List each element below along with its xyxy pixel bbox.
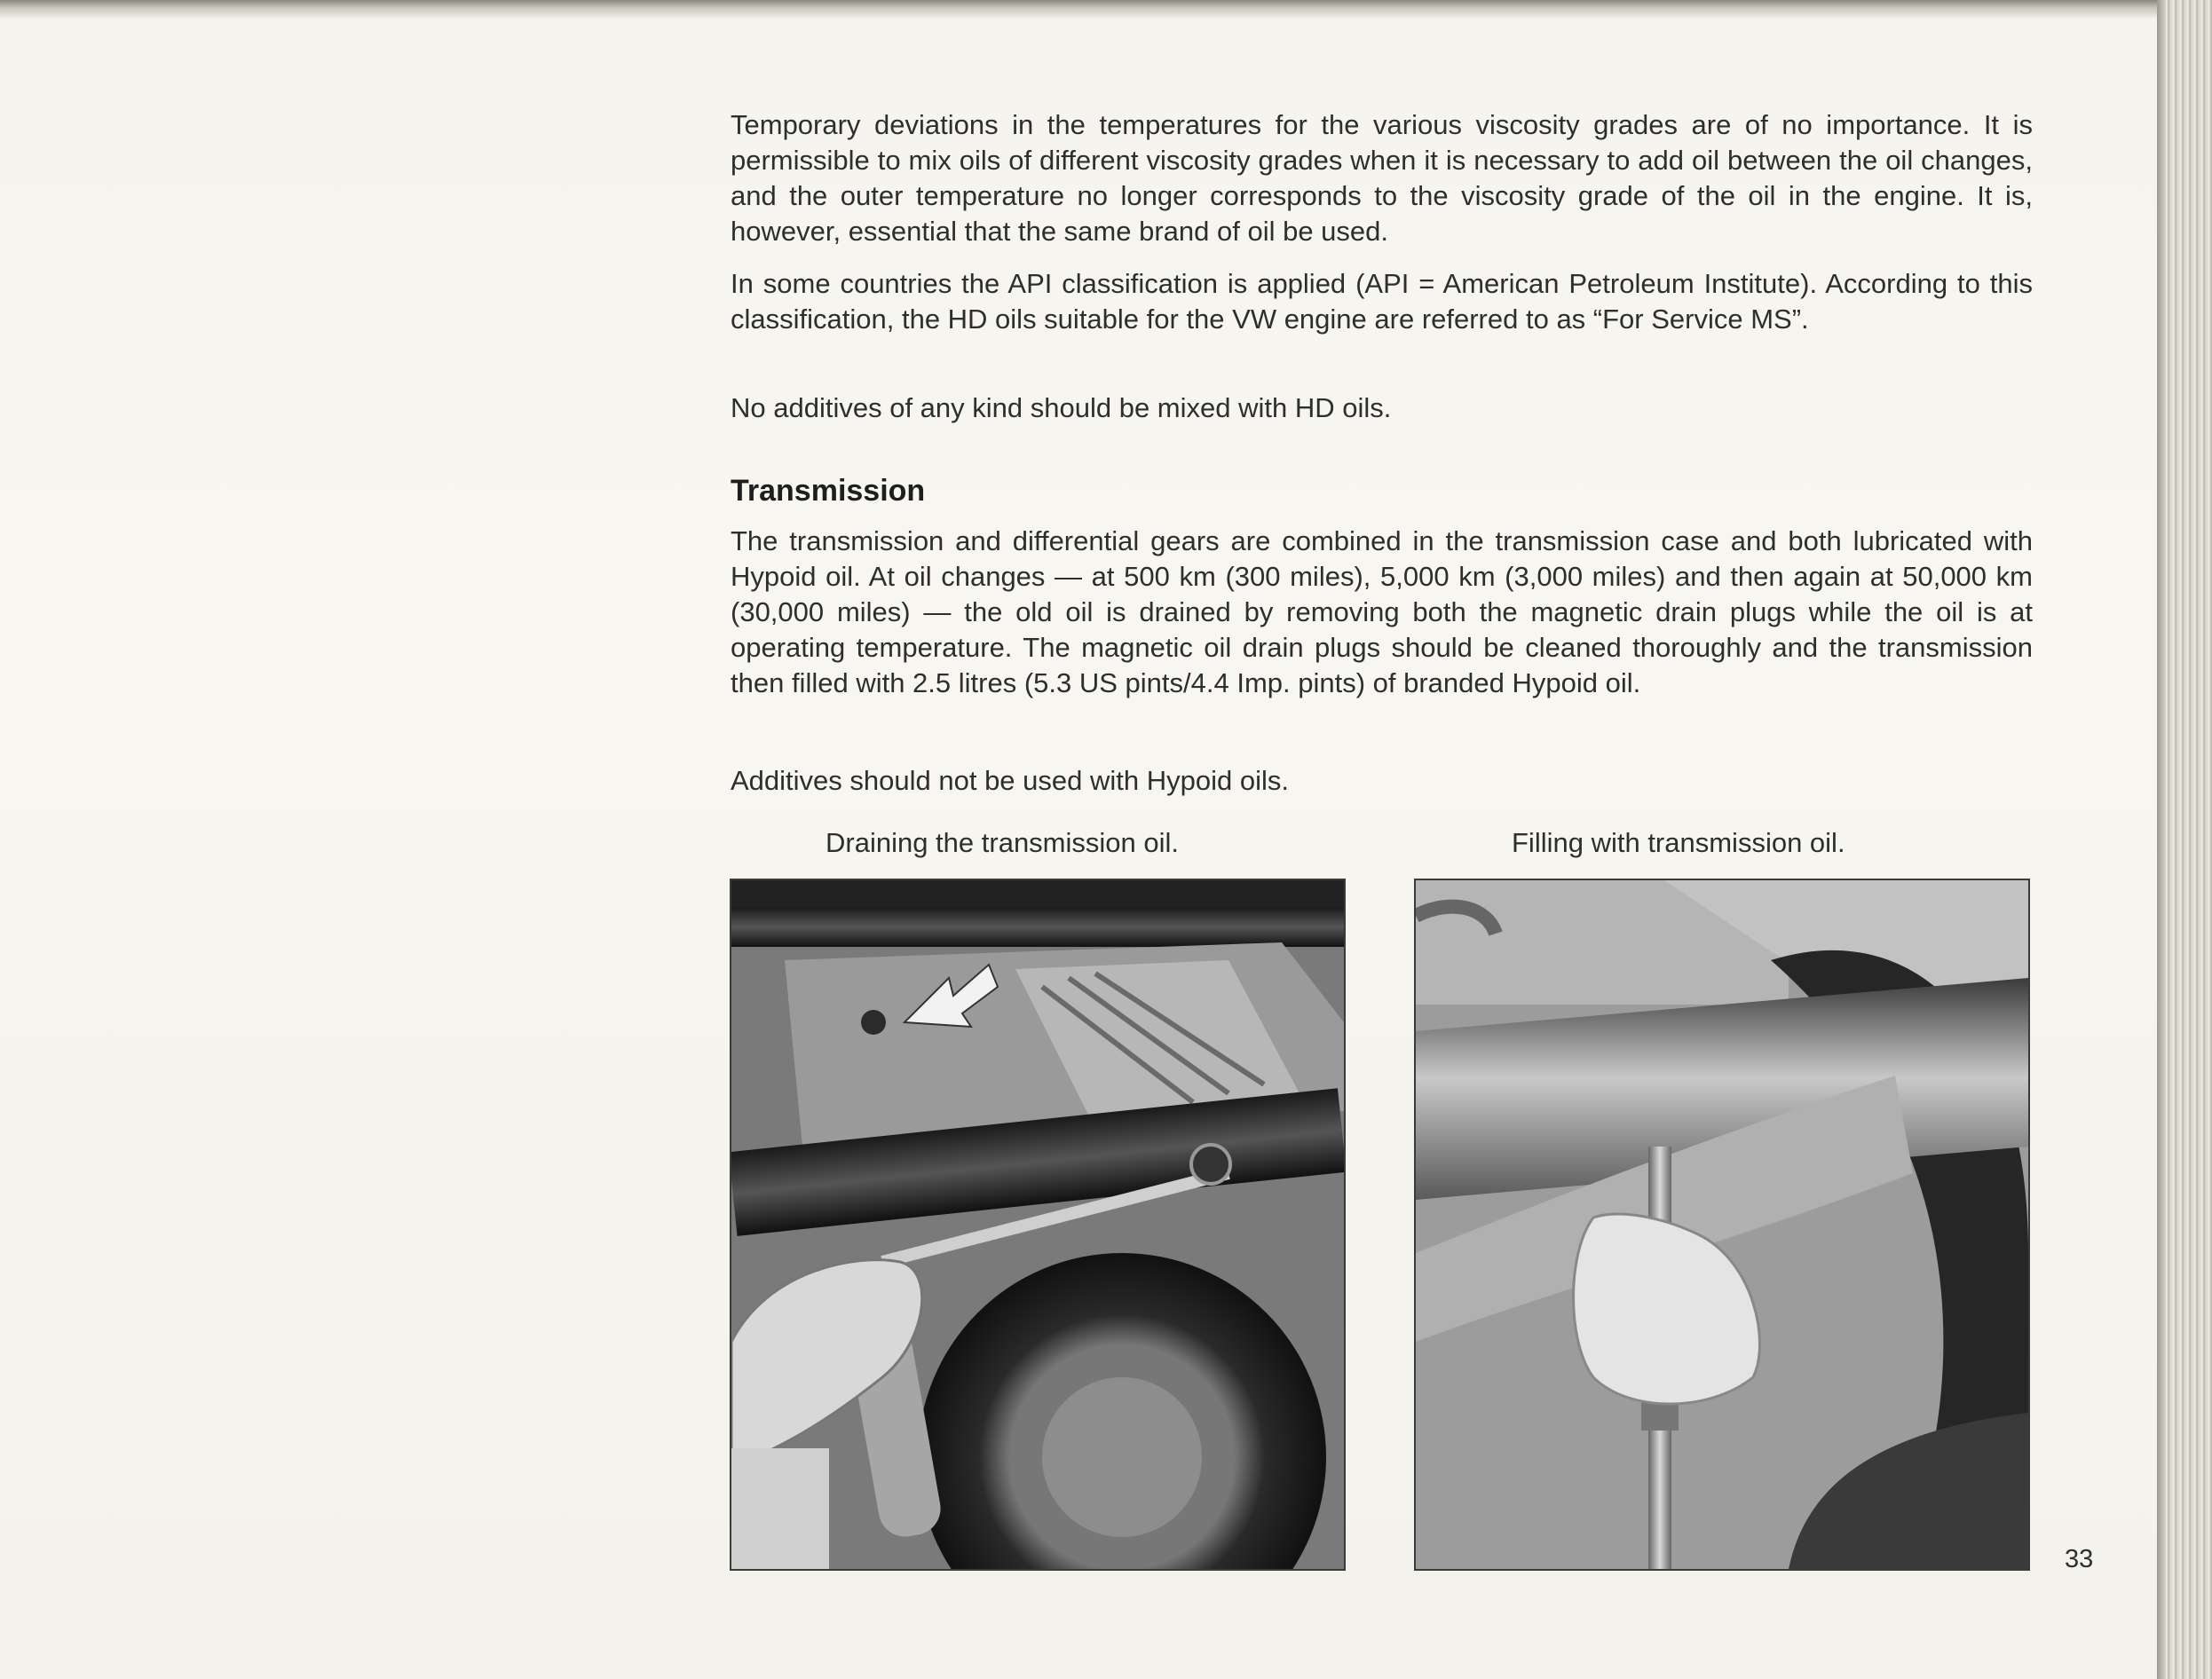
- paragraph-api-classification: [731, 266, 2033, 337]
- photo-filling-illustration: [1416, 880, 2028, 1569]
- paragraph-text: Additives should not be used with Hypoid oils.: [731, 765, 1289, 796]
- paragraph-text: The transmission and differential gears are combined in the transmission case and both lubricated with Hypoid oil. At oil changes — at 500 km (300 miles), 5,000 km (3,000 miles) and then again at 50,000 km (30,000 miles) — the old oil is drained by removing both the magnetic drain plugs while the oil is at operating temperature. The magnetic oil drain plugs should be cleaned thoroughly and the transmission then filled with 2.5 litres (5.3 US pints/4.4 Imp. pints) of branded Hypoid oil.: [731, 525, 2033, 698]
- paragraph-transmission-oil-change: [731, 524, 2033, 701]
- paragraph-no-additives-hd: [731, 390, 2033, 426]
- figure-caption-filling: Filling with transmission oil.: [1512, 827, 1845, 858]
- page-top-shadow: [0, 0, 2157, 20]
- photo-filling-transmission-oil: [1414, 879, 2030, 1571]
- page-number: 33: [2065, 1545, 2094, 1573]
- book-page-edges: [2157, 0, 2212, 1679]
- figure-caption-draining: Draining the transmission oil.: [826, 827, 1180, 858]
- paragraph-viscosity-deviations: [731, 107, 2033, 249]
- paragraph-text: In some countries the API classification is applied (API = American Petroleum Institute). According to this classification, the HD oils suitable for the VW engine are referred to as “For Service MS”.: [731, 268, 2033, 335]
- paragraph-text: No additives of any kind should be mixed with HD oils.: [731, 392, 1392, 423]
- paragraph-text: Temporary deviations in the temperatures for the various viscosity grades are of no importance. It is permissible to mix oils of different viscosity grades when it is necessary to add oil between the oil changes, and the outer temperature no longer corresponds to the viscosity grade of the oil in the engine. It is, however, essential that the same brand of oil be used.: [731, 109, 2033, 247]
- paragraph-no-additives-hypoid: [731, 763, 2033, 799]
- section-heading-transmission: Transmission: [731, 474, 926, 508]
- photo-draining-illustration: [731, 880, 1344, 1569]
- photo-draining-transmission-oil: [730, 879, 1346, 1571]
